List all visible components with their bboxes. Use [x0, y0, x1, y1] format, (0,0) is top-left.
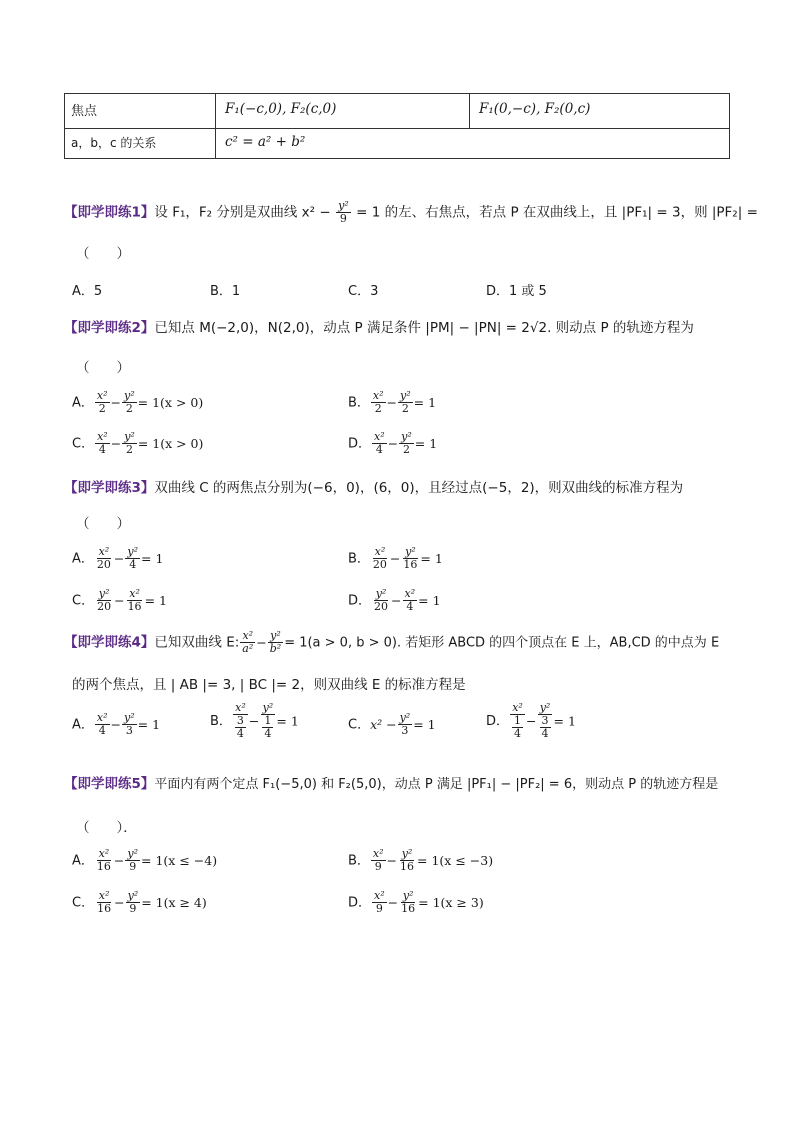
question-3	[64, 476, 683, 496]
question-2-option-a[interactable]: A． $\frac{\text{x²}}{2}$ − $\frac{\text{y²}}{2}$ = 1(x > 0)	[72, 389, 204, 415]
table-cell-focus-x: F₁(−c,0), F₂(c,0)	[225, 101, 337, 117]
question-3-tag: 【即学即练3】	[64, 480, 155, 496]
question-1-option-b[interactable]: B．1	[210, 284, 241, 299]
question-4-option-d[interactable]: D． x² 1 4 − y² 3 4 = 1	[486, 701, 576, 740]
question-4-option-c[interactable]: C．x² − $\frac{\text{y²}}{3}$ = 1	[348, 711, 436, 737]
question-4-tag: 【即学即练4】	[64, 634, 155, 651]
question-2-option-b[interactable]: B． $\frac{\text{x²}}{2}$ − $\frac{\text{y²}}{2}$ = 1	[348, 389, 437, 415]
question-3-text: 双曲线 C 的两焦点分别为(−6，0)，(6，0)，且经过点(−5，2)，则双曲线的标准方程为	[154, 480, 684, 496]
question-1-option-d[interactable]: D．1 或 5	[486, 284, 547, 299]
question-2-text: 已知点 M(−2,0)，N(2,0)，动点 P 满足条件 |PM| − |PN| = 2√2. 则动点 P 的轨迹方程为	[154, 320, 694, 336]
table-cell-focus-label: 焦点	[71, 104, 98, 119]
question-1-paren: （ ）	[76, 246, 130, 262]
question-1-fraction: $\frac{\text{y²}}{9}$	[338, 199, 349, 225]
question-5-text: 平面内有两个定点 F₁(−5,0) 和 F₂(5,0)，动点 P 满足 |PF₁| − |PF₂| = 6，则动点 P 的轨迹方程是	[154, 777, 719, 792]
table-col-divider-1	[215, 94, 216, 158]
table-cell-relation-label: a，b，c 的关系	[71, 136, 157, 150]
question-3-option-d[interactable]: D． $\frac{\text{y²}}{20}$ − $\frac{\text{x²}}{4}$ = 1	[348, 587, 441, 613]
hyperbola-properties-table	[64, 93, 730, 159]
question-4: 【即学即练4】已知双曲线 E: $\frac{\text{x²}}{\text{a²}}$ − $\frac{\text{y²}}{\text{b²}}$ = 1(a > 0, b > 0). 若矩形 ABCD 的四个顶点在 E 上，AB,CD 的中点为 E	[64, 629, 720, 655]
question-2-paren: （ ）	[76, 360, 130, 376]
question-3-paren: （ ）	[76, 516, 130, 532]
question-3-option-c[interactable]: C． $\frac{\text{y²}}{20}$ − $\frac{\text{x²}}{16}$ = 1	[72, 587, 167, 613]
question-1-tag: 【即学即练1】	[64, 204, 155, 221]
question-5-option-d[interactable]: D． $\frac{\text{x²}}{9}$ − $\frac{\text{y²}}{16}$ = 1(x ≥ 3)	[348, 889, 484, 915]
question-1-text-b: = 1 的左、右焦点，若点 P 在双曲线上，且 |PF₁| = 3，则 |PF₂| =	[356, 204, 758, 221]
question-5-option-a[interactable]: A． $\frac{\text{x²}}{16}$ − $\frac{\text{y²}}{9}$ = 1(x ≤ −4)	[72, 847, 218, 873]
question-5-paren: （ ）．	[76, 820, 137, 836]
question-5-tag: 【即学即练5】	[64, 776, 155, 792]
question-1-option-a[interactable]: A．5	[72, 284, 103, 299]
question-4-option-a[interactable]: A． $\frac{\text{x²}}{4}$ − $\frac{\text{y²}}{3}$ = 1	[72, 711, 161, 737]
question-2-tag: 【即学即练2】	[64, 320, 155, 336]
question-4-line-2: 的两个焦点，且 | AB |= 3, | BC |= 2，则双曲线 E 的标准方程是	[72, 677, 466, 693]
question-1	[64, 200, 758, 225]
question-2	[64, 316, 694, 336]
question-4-option-b[interactable]: B． x² 3 4 − y² 1 4 = 1	[210, 701, 299, 740]
question-3-option-b[interactable]: B． $\frac{\text{x²}}{20}$ − $\frac{\text{y²}}{16}$ = 1	[348, 545, 443, 571]
question-1-option-c[interactable]: C．3	[348, 284, 379, 299]
question-1-text-a: 设 F₁，F₂ 分别是双曲线 x² −	[154, 204, 331, 221]
table-cell-relation-formula: c² = a² + b²	[225, 134, 306, 150]
question-2-option-c[interactable]: C． $\frac{\text{x²}}{4}$ − $\frac{\text{y²}}{2}$ = 1(x > 0)	[72, 430, 204, 456]
question-5-option-b[interactable]: B． $\frac{\text{x²}}{9}$ − $\frac{\text{y²}}{16}$ = 1(x ≤ −3)	[348, 847, 494, 873]
question-5-option-c[interactable]: C． $\frac{\text{x²}}{16}$ − $\frac{\text{y²}}{9}$ = 1(x ≥ 4)	[72, 889, 207, 915]
table-row-divider	[65, 128, 729, 129]
question-2-option-d[interactable]: D． $\frac{\text{x²}}{4}$ − $\frac{\text{y²}}{2}$ = 1	[348, 430, 438, 456]
table-cell-focus-y: F₁(0,−c), F₂(0,c)	[479, 101, 591, 117]
table-col-divider-2	[469, 94, 470, 128]
question-3-option-a[interactable]: A． $\frac{\text{x²}}{20}$ − $\frac{\text{y²}}{4}$ = 1	[72, 545, 164, 571]
question-5	[64, 772, 718, 792]
